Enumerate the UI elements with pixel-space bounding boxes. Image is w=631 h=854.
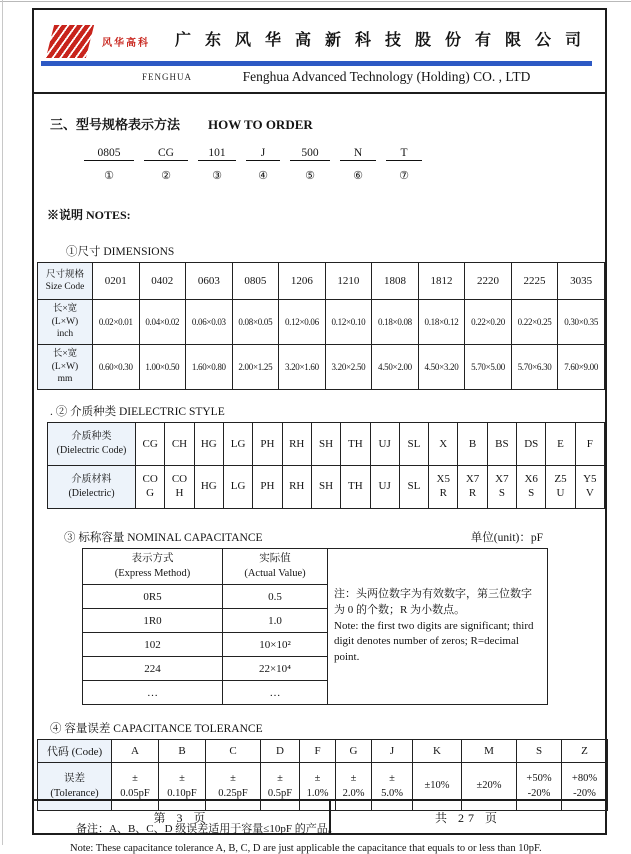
size-code-cell: 1210: [325, 263, 372, 300]
unit-label: 单位(unit)：pF: [470, 532, 543, 544]
capacitance-cell: 22×10⁴: [223, 657, 328, 681]
mm-label: 长×宽 (L×W) mm: [38, 345, 93, 390]
dielectric-code-cell: X: [429, 423, 458, 466]
capacitance-cell: 10×10²: [223, 633, 328, 657]
size-code-cell: 0805: [232, 263, 279, 300]
inch-cell: 0.18×0.08: [372, 300, 419, 345]
order-code-index: ③: [212, 170, 222, 182]
dielectric-material-cell: LG: [223, 466, 252, 509]
scan-edge: [2, 0, 3, 845]
capacitance-cell: 1.0: [223, 609, 328, 633]
capacitance-cell: 1R0: [83, 609, 223, 633]
mm-cell: 5.70×5.00: [465, 345, 512, 390]
dielectric-material-cell: SH: [311, 466, 340, 509]
tolerance-row-label: 误差 (Tolerance): [38, 763, 112, 811]
tolerance-code-label: 代码 (Code): [38, 740, 112, 763]
size-code-cell: 2220: [465, 263, 512, 300]
tolerance-value-cell: ±20%: [462, 763, 517, 811]
dielectric-code-cell: F: [575, 423, 604, 466]
page-number-left: 第 3 页: [34, 801, 331, 833]
company-name-cn: 广 东 风 华 高 新 科 技 股 份 有 限 公 司: [174, 32, 586, 49]
order-code-segment: T: [386, 147, 422, 161]
dielectric-code-cell: B: [458, 423, 487, 466]
actual-value-header: 实际值 (Actual Value): [223, 549, 328, 585]
dielectric-material-cell: CO H: [165, 466, 194, 509]
dielectric-code-cell: PH: [253, 423, 282, 466]
mm-cell: 5.70×6.30: [511, 345, 558, 390]
tolerance-value-cell: ± 5.0%: [372, 763, 413, 811]
size-code-cell: 3035: [558, 263, 605, 300]
section-title-cn: 三、型号规格表示方法: [50, 117, 181, 132]
tolerance-value-cell: ± 0.10pF: [159, 763, 206, 811]
company-name-en: Fenghua Advanced Technology (Holding) CO. , LTD: [242, 69, 531, 84]
order-code-segment: 500: [290, 147, 330, 161]
dielectric-material-cell: TH: [341, 466, 370, 509]
dielectric-code-cell: RH: [282, 423, 311, 466]
mm-cell: 3.20×2.50: [325, 345, 372, 390]
tolerance-value-cell: +80% -20%: [562, 763, 608, 811]
tolerance-code-cell: K: [413, 740, 462, 763]
dielectric-code-cell: BS: [487, 423, 516, 466]
dielectric-material-cell: Z5 U: [546, 466, 575, 509]
dielectric-code-cell: SH: [311, 423, 340, 466]
tolerance-code-cell: C: [206, 740, 261, 763]
mm-cell: 4.50×3.20: [418, 345, 465, 390]
dimensions-heading: ①尺寸 DIMENSIONS: [66, 246, 175, 258]
capacitance-cell: 0.5: [223, 585, 328, 609]
dielectric-code-cell: HG: [194, 423, 223, 466]
capacitance-heading: ③ 标称容量 NOMINAL CAPACITANCE: [64, 532, 263, 544]
mm-cell: 4.50×2.00: [372, 345, 419, 390]
tolerance-value-cell: ± 0.05pF: [112, 763, 159, 811]
order-code-segment: J: [246, 147, 280, 161]
capacitance-cell: 102: [83, 633, 223, 657]
order-code-index: ⑦: [399, 170, 409, 182]
dielectric-code-cell: LG: [223, 423, 252, 466]
tolerance-code-cell: M: [462, 740, 517, 763]
order-code-segment: 101: [198, 147, 236, 161]
tolerance-value-cell: ± 1.0%: [300, 763, 336, 811]
page-number-right: 共 27 页: [434, 810, 501, 825]
header-divider-bar: [41, 61, 592, 66]
inch-cell: 0.22×0.20: [465, 300, 512, 345]
size-code-cell: 1808: [372, 263, 419, 300]
dielectric-material-label: 介质材料 (Dielectric): [48, 466, 136, 509]
tolerance-code-cell: J: [372, 740, 413, 763]
order-code-index: ④: [258, 170, 268, 182]
mm-cell: 0.60×0.30: [93, 345, 140, 390]
order-code-segment: N: [340, 147, 376, 161]
dielectric-material-cell: CO G: [136, 466, 165, 509]
tolerance-value-cell: ± 0.25pF: [206, 763, 261, 811]
mm-cell: 1.60×0.80: [186, 345, 233, 390]
section-title-en: HOW TO ORDER: [208, 117, 313, 132]
mm-cell: 3.20×1.60: [279, 345, 326, 390]
tolerance-code-cell: S: [517, 740, 562, 763]
tolerance-code-cell: A: [112, 740, 159, 763]
capacitance-cell: 224: [83, 657, 223, 681]
dimensions-table: [37, 262, 605, 390]
dielectric-material-cell: SL: [399, 466, 428, 509]
inch-cell: 0.04×0.02: [139, 300, 186, 345]
remark-cn: 备注：A、B、C、D 级误差适用于容量≤10pF 的产品。: [76, 823, 339, 835]
inch-cell: 0.02×0.01: [93, 300, 140, 345]
tolerance-value-cell: ±10%: [413, 763, 462, 811]
dielectric-code-cell: CH: [165, 423, 194, 466]
dielectric-code-cell: UJ: [370, 423, 399, 466]
capacitance-cell: …: [83, 681, 223, 705]
dielectric-material-cell: X6 S: [517, 466, 546, 509]
inch-label: 长×宽 (L×W) inch: [38, 300, 93, 345]
dielectric-material-cell: PH: [253, 466, 282, 509]
inch-cell: 0.06×0.03: [186, 300, 233, 345]
tolerance-value-cell: ± 2.0%: [336, 763, 372, 811]
logo-text: 风华高科: [102, 38, 150, 49]
order-code-index: ①: [104, 170, 114, 182]
capacitance-note-en: Note: the first two digits are significant; third digit denotes number of zeros; R=decimal point.: [334, 619, 534, 664]
order-code-index: ⑤: [305, 170, 315, 182]
dielectric-material-cell: RH: [282, 466, 311, 509]
page-footer: [34, 799, 605, 833]
order-index-row: [84, 169, 605, 182]
section-title: [50, 114, 605, 133]
mm-cell: 1.00×0.50: [139, 345, 186, 390]
capacitance-note: [328, 549, 548, 705]
remark-en: Note: These capacitance tolerance A, B, C, D are just applicable the capacitance that equals to or less than 10pF.: [70, 843, 542, 854]
capacitance-cell: 0R5: [83, 585, 223, 609]
tolerance-heading: ④ 容量误差 CAPACITANCE TOLERANCE: [50, 723, 263, 735]
dielectric-code-cell: SL: [399, 423, 428, 466]
size-code-cell: 1812: [418, 263, 465, 300]
inch-cell: 0.12×0.10: [325, 300, 372, 345]
inch-cell: 0.08×0.05: [232, 300, 279, 345]
capacitance-table: [82, 548, 548, 705]
tolerance-code-cell: Z: [562, 740, 608, 763]
scan-edge: [0, 1, 631, 2]
page-header: [34, 10, 605, 94]
dielectric-material-cell: X7 S: [487, 466, 516, 509]
tolerance-code-cell: B: [159, 740, 206, 763]
dielectric-code-cell: TH: [341, 423, 370, 466]
size-code-cell: 1206: [279, 263, 326, 300]
dielectric-code-cell: CG: [136, 423, 165, 466]
capacitance-cell: …: [223, 681, 328, 705]
size-code-cell: 0201: [93, 263, 140, 300]
dielectric-material-cell: X7 R: [458, 466, 487, 509]
size-code-cell: 2225: [511, 263, 558, 300]
capacitance-note-cn: 注：头两位数字为有效数字，第三位数字为 0 的个数；R 为小数点。: [334, 587, 532, 616]
tolerance-code-cell: G: [336, 740, 372, 763]
order-code-segment: CG: [144, 147, 188, 161]
brand-text: FENGHUA: [142, 72, 193, 82]
order-code-index: ⑥: [353, 170, 363, 182]
mm-cell: 2.00×1.25: [232, 345, 279, 390]
fenghua-logo-icon: [46, 25, 94, 58]
dielectric-material-cell: HG: [194, 466, 223, 509]
dielectric-material-cell: UJ: [370, 466, 399, 509]
document-page: [32, 8, 607, 854]
capacitance-heading-row: [64, 529, 605, 545]
tolerance-value-cell: ± 0.5pF: [261, 763, 300, 811]
dielectric-material-cell: X5 R: [429, 466, 458, 509]
inch-cell: 0.30×0.35: [558, 300, 605, 345]
notes-heading: ※说明 NOTES:: [47, 208, 131, 222]
size-code-cell: 0603: [186, 263, 233, 300]
dielectric-heading: . ② 介质种类 DIELECTRIC STYLE: [50, 406, 225, 418]
inch-cell: 0.22×0.25: [511, 300, 558, 345]
inch-cell: 0.12×0.06: [279, 300, 326, 345]
dielectric-table: [47, 422, 605, 509]
express-method-header: 表示方式 (Express Method): [83, 549, 223, 585]
order-code-segment: 0805: [84, 147, 134, 161]
dielectric-code-cell: DS: [517, 423, 546, 466]
order-code-index: ②: [161, 170, 171, 182]
dielectric-code-cell: E: [546, 423, 575, 466]
size-code-cell: 0402: [139, 263, 186, 300]
dielectric-material-cell: Y5 V: [575, 466, 604, 509]
order-code-row: [84, 147, 605, 161]
tolerance-value-cell: +50% -20%: [517, 763, 562, 811]
tolerance-code-cell: F: [300, 740, 336, 763]
tolerance-code-cell: D: [261, 740, 300, 763]
size-code-label: 尺寸规格 Size Code: [38, 263, 93, 300]
inch-cell: 0.18×0.12: [418, 300, 465, 345]
dielectric-code-label: 介质种类 (Dielectric Code): [48, 423, 136, 466]
mm-cell: 7.60×9.00: [558, 345, 605, 390]
